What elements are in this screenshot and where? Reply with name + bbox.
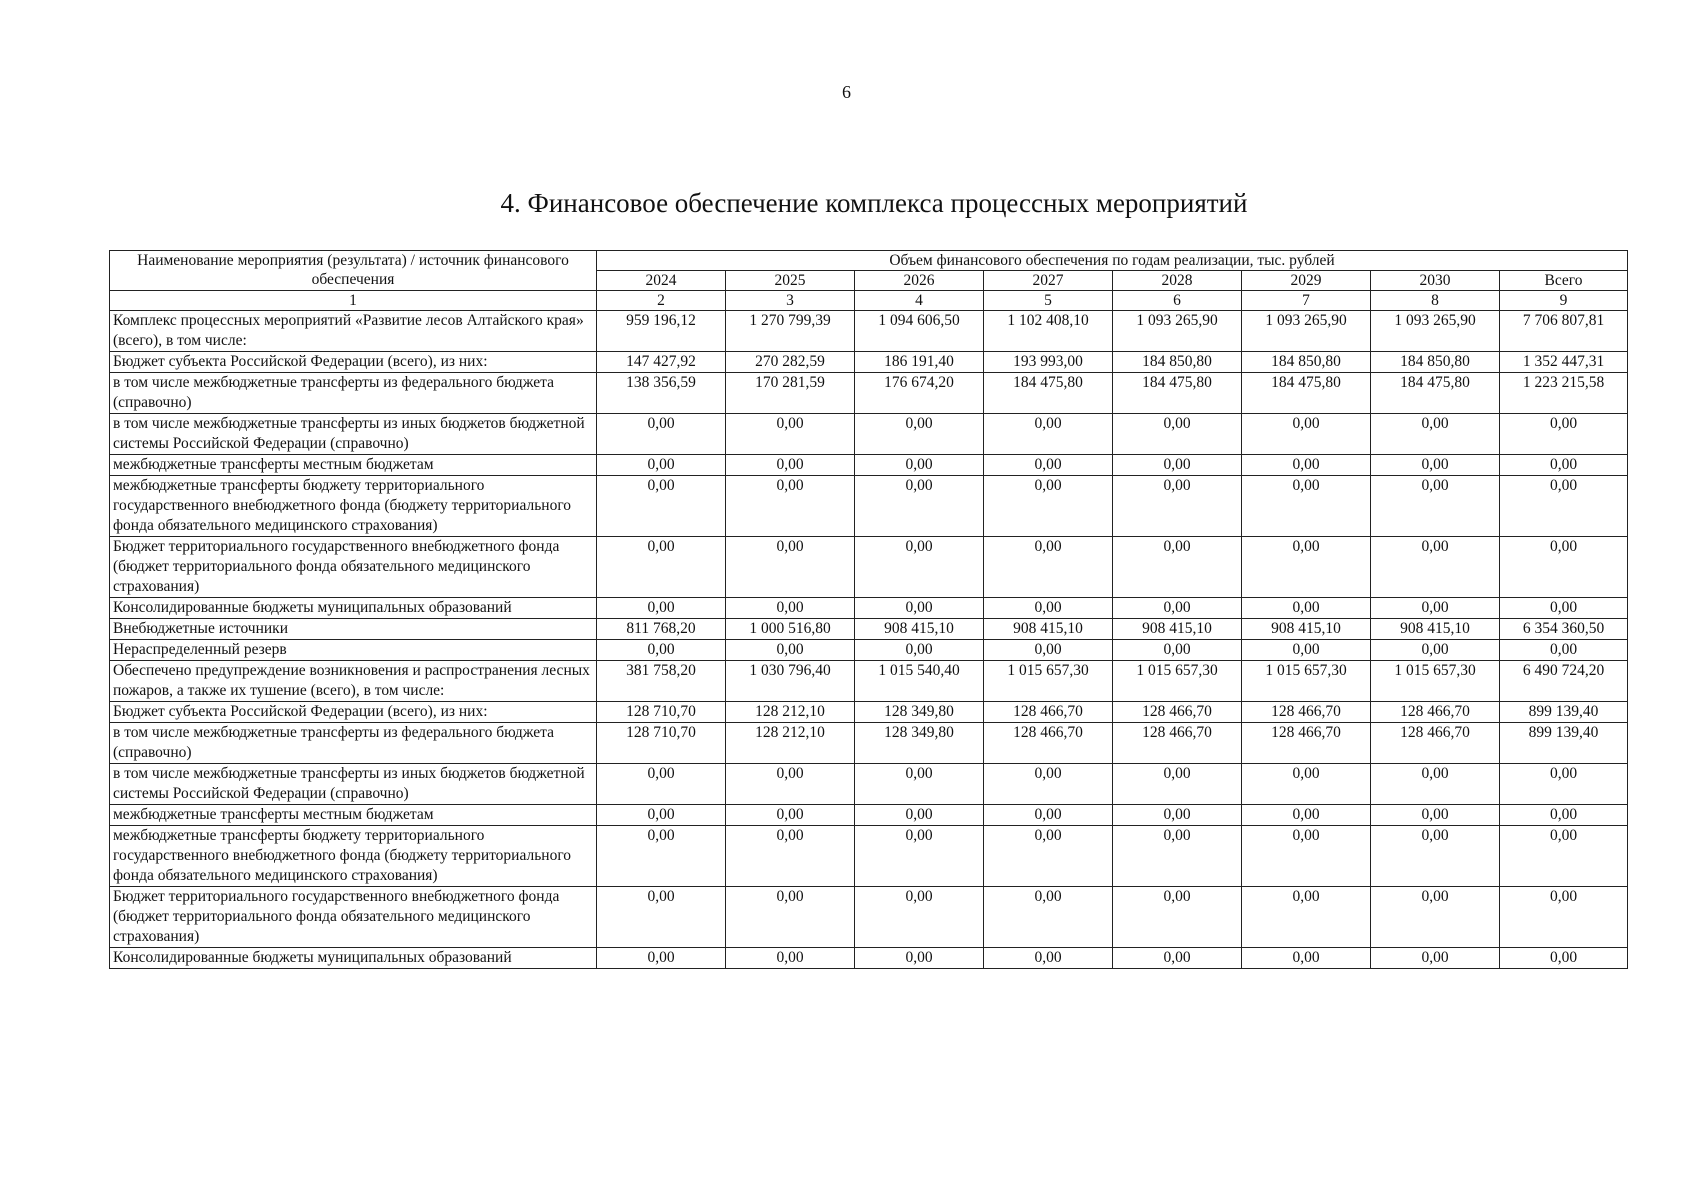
row-name-cell: Внебюджетные источники xyxy=(110,619,597,640)
row-value-cell: 0,00 xyxy=(855,414,984,455)
row-value-cell: 0,00 xyxy=(1113,537,1242,598)
row-total-cell: 6 490 724,20 xyxy=(1500,661,1628,702)
row-value-cell: 128 466,70 xyxy=(1113,723,1242,764)
row-value-cell: 1 030 796,40 xyxy=(726,661,855,702)
row-value-cell: 128 212,10 xyxy=(726,702,855,723)
table-row xyxy=(110,805,1628,826)
row-value-cell: 0,00 xyxy=(1242,764,1371,805)
row-value-cell: 0,00 xyxy=(855,948,984,969)
row-total-cell: 0,00 xyxy=(1500,476,1628,537)
row-value-cell: 1 015 657,30 xyxy=(984,661,1113,702)
row-value-cell: 0,00 xyxy=(1371,887,1500,948)
row-value-cell: 0,00 xyxy=(1242,887,1371,948)
row-value-cell: 0,00 xyxy=(1242,826,1371,887)
row-name-cell: межбюджетные трансферты местным бюджетам xyxy=(110,805,597,826)
row-value-cell: 0,00 xyxy=(855,476,984,537)
row-value-cell: 186 191,40 xyxy=(855,352,984,373)
row-value-cell: 0,00 xyxy=(1113,826,1242,887)
row-value-cell: 0,00 xyxy=(984,948,1113,969)
year-cell: 2026 xyxy=(855,271,984,291)
row-value-cell: 128 466,70 xyxy=(1371,723,1500,764)
row-total-cell: 0,00 xyxy=(1500,455,1628,476)
table-row xyxy=(110,619,1628,640)
row-value-cell: 1 093 265,90 xyxy=(1242,311,1371,352)
row-value-cell: 0,00 xyxy=(855,640,984,661)
row-value-cell: 0,00 xyxy=(1242,537,1371,598)
row-total-cell: 899 139,40 xyxy=(1500,702,1628,723)
row-value-cell: 128 466,70 xyxy=(1371,702,1500,723)
row-value-cell: 0,00 xyxy=(1113,887,1242,948)
row-value-cell: 0,00 xyxy=(1242,455,1371,476)
row-total-cell: 0,00 xyxy=(1500,764,1628,805)
table-row xyxy=(110,723,1628,764)
table-row xyxy=(110,640,1628,661)
row-value-cell: 0,00 xyxy=(1242,414,1371,455)
header-name-cell: Наименование мероприятия (результата) / источник финансового обеспечения xyxy=(110,251,597,291)
row-value-cell: 0,00 xyxy=(855,455,984,476)
row-value-cell: 0,00 xyxy=(597,414,726,455)
financing-table xyxy=(109,250,1628,969)
row-value-cell: 1 000 516,80 xyxy=(726,619,855,640)
row-value-cell: 0,00 xyxy=(597,455,726,476)
table-row xyxy=(110,476,1628,537)
row-value-cell: 908 415,10 xyxy=(1113,619,1242,640)
row-value-cell: 0,00 xyxy=(597,476,726,537)
row-value-cell: 0,00 xyxy=(1371,805,1500,826)
row-value-cell: 184 850,80 xyxy=(1242,352,1371,373)
row-value-cell: 0,00 xyxy=(984,414,1113,455)
row-value-cell: 128 466,70 xyxy=(984,702,1113,723)
row-value-cell: 0,00 xyxy=(1113,805,1242,826)
table-row xyxy=(110,352,1628,373)
row-value-cell: 0,00 xyxy=(1371,640,1500,661)
row-value-cell: 1 093 265,90 xyxy=(1371,311,1500,352)
column-number: 8 xyxy=(1371,291,1500,311)
table-header xyxy=(110,251,1628,311)
row-name-cell: Нераспределенный резерв xyxy=(110,640,597,661)
row-value-cell: 0,00 xyxy=(726,826,855,887)
row-total-cell: 1 352 447,31 xyxy=(1500,352,1628,373)
row-value-cell: 0,00 xyxy=(726,455,855,476)
row-value-cell: 0,00 xyxy=(726,476,855,537)
row-value-cell: 128 710,70 xyxy=(597,723,726,764)
section-title: 4. Финансовое обеспечение комплекса процессных мероприятий xyxy=(500,188,1248,218)
row-name-cell: в том числе межбюджетные трансферты из федерального бюджета (справочно) xyxy=(110,723,597,764)
row-total-cell: 0,00 xyxy=(1500,948,1628,969)
row-value-cell: 0,00 xyxy=(855,887,984,948)
table-row xyxy=(110,598,1628,619)
row-value-cell: 0,00 xyxy=(984,826,1113,887)
total-header-cell: Всего xyxy=(1500,271,1628,291)
row-value-cell: 128 466,70 xyxy=(1113,702,1242,723)
row-value-cell: 1 093 265,90 xyxy=(1113,311,1242,352)
row-name-cell: в том числе межбюджетные трансферты из федерального бюджета (справочно) xyxy=(110,373,597,414)
row-value-cell: 0,00 xyxy=(1113,455,1242,476)
year-cell: 2024 xyxy=(597,271,726,291)
column-number: 3 xyxy=(726,291,855,311)
row-value-cell: 0,00 xyxy=(1113,948,1242,969)
row-total-cell: 899 139,40 xyxy=(1500,723,1628,764)
year-cell: 2030 xyxy=(1371,271,1500,291)
row-value-cell: 1 015 540,40 xyxy=(855,661,984,702)
row-name-cell: Консолидированные бюджеты муниципальных образований xyxy=(110,598,597,619)
row-value-cell: 0,00 xyxy=(597,948,726,969)
row-value-cell: 0,00 xyxy=(984,598,1113,619)
row-value-cell: 184 475,80 xyxy=(1371,373,1500,414)
row-value-cell: 0,00 xyxy=(1371,414,1500,455)
row-value-cell: 0,00 xyxy=(1371,537,1500,598)
row-value-cell: 0,00 xyxy=(1371,826,1500,887)
row-total-cell: 0,00 xyxy=(1500,537,1628,598)
row-value-cell: 0,00 xyxy=(984,476,1113,537)
column-numbers-row xyxy=(110,291,1628,311)
row-value-cell: 0,00 xyxy=(1242,598,1371,619)
row-value-cell: 0,00 xyxy=(597,805,726,826)
row-value-cell: 1 270 799,39 xyxy=(726,311,855,352)
row-value-cell: 0,00 xyxy=(597,887,726,948)
row-value-cell: 811 768,20 xyxy=(597,619,726,640)
row-value-cell: 0,00 xyxy=(597,640,726,661)
row-value-cell: 0,00 xyxy=(597,764,726,805)
row-value-cell: 0,00 xyxy=(855,805,984,826)
row-value-cell: 128 349,80 xyxy=(855,702,984,723)
row-value-cell: 908 415,10 xyxy=(1371,619,1500,640)
row-value-cell: 128 466,70 xyxy=(1242,723,1371,764)
row-value-cell: 1 015 657,30 xyxy=(1113,661,1242,702)
year-cell: 2029 xyxy=(1242,271,1371,291)
row-value-cell: 0,00 xyxy=(1242,805,1371,826)
column-number: 4 xyxy=(855,291,984,311)
row-value-cell: 193 993,00 xyxy=(984,352,1113,373)
table-row xyxy=(110,702,1628,723)
row-value-cell: 184 475,80 xyxy=(1113,373,1242,414)
row-value-cell: 0,00 xyxy=(1113,476,1242,537)
row-value-cell: 0,00 xyxy=(1371,476,1500,537)
row-total-cell: 0,00 xyxy=(1500,640,1628,661)
table-row xyxy=(110,661,1628,702)
row-value-cell: 0,00 xyxy=(597,537,726,598)
row-value-cell: 138 356,59 xyxy=(597,373,726,414)
table-row xyxy=(110,948,1628,969)
row-value-cell: 1 015 657,30 xyxy=(1371,661,1500,702)
table-row xyxy=(110,764,1628,805)
row-total-cell: 7 706 807,81 xyxy=(1500,311,1628,352)
row-value-cell: 128 212,10 xyxy=(726,723,855,764)
row-name-cell: Бюджет территориального государственного внебюджетного фонда (бюджет территориального фонда обязательного медицинского страхования) xyxy=(110,887,597,948)
row-name-cell: в том числе межбюджетные трансферты из иных бюджетов бюджетной системы Российской Федерации (справочно) xyxy=(110,414,597,455)
row-value-cell: 0,00 xyxy=(597,826,726,887)
row-value-cell: 0,00 xyxy=(984,805,1113,826)
row-value-cell: 184 475,80 xyxy=(1242,373,1371,414)
row-value-cell: 0,00 xyxy=(726,414,855,455)
row-total-cell: 0,00 xyxy=(1500,414,1628,455)
row-value-cell: 128 466,70 xyxy=(1242,702,1371,723)
row-total-cell: 0,00 xyxy=(1500,826,1628,887)
row-value-cell: 128 466,70 xyxy=(984,723,1113,764)
row-value-cell: 0,00 xyxy=(726,948,855,969)
row-value-cell: 0,00 xyxy=(1113,598,1242,619)
row-value-cell: 0,00 xyxy=(984,887,1113,948)
row-total-cell: 0,00 xyxy=(1500,887,1628,948)
row-value-cell: 0,00 xyxy=(726,764,855,805)
row-value-cell: 1 094 606,50 xyxy=(855,311,984,352)
row-value-cell: 0,00 xyxy=(855,764,984,805)
header-volume-cell: Объем финансового обеспечения по годам реализации, тыс. рублей xyxy=(597,251,1628,271)
row-value-cell: 0,00 xyxy=(1371,598,1500,619)
row-name-cell: Обеспечено предупреждение возникновения и распространения лесных пожаров, а также их тушение (всего), в том числе: xyxy=(110,661,597,702)
row-value-cell: 0,00 xyxy=(1113,764,1242,805)
year-cell: 2028 xyxy=(1113,271,1242,291)
row-name-cell: межбюджетные трансферты бюджету территориального государственного внебюджетного фонда (бюджету территориального фонда обязательного медицинского страхования) xyxy=(110,826,597,887)
row-value-cell: 0,00 xyxy=(855,598,984,619)
row-value-cell: 128 710,70 xyxy=(597,702,726,723)
row-name-cell: Комплекс процессных мероприятий «Развитие лесов Алтайского края» (всего), в том числе: xyxy=(110,311,597,352)
row-value-cell: 184 475,80 xyxy=(984,373,1113,414)
row-value-cell: 0,00 xyxy=(1113,414,1242,455)
row-value-cell: 908 415,10 xyxy=(984,619,1113,640)
table-row xyxy=(110,373,1628,414)
column-number: 1 xyxy=(110,291,597,311)
row-value-cell: 381 758,20 xyxy=(597,661,726,702)
table-row xyxy=(110,826,1628,887)
row-name-cell: Бюджет субъекта Российской Федерации (всего), из них: xyxy=(110,352,597,373)
row-value-cell: 0,00 xyxy=(726,805,855,826)
row-value-cell: 0,00 xyxy=(1242,476,1371,537)
row-value-cell: 0,00 xyxy=(1371,455,1500,476)
row-name-cell: Консолидированные бюджеты муниципальных образований xyxy=(110,948,597,969)
row-value-cell: 0,00 xyxy=(726,640,855,661)
row-value-cell: 0,00 xyxy=(1113,640,1242,661)
column-number: 9 xyxy=(1500,291,1628,311)
row-total-cell: 0,00 xyxy=(1500,805,1628,826)
row-value-cell: 0,00 xyxy=(984,640,1113,661)
row-value-cell: 0,00 xyxy=(1242,948,1371,969)
table-row xyxy=(110,311,1628,352)
row-value-cell: 0,00 xyxy=(855,537,984,598)
row-name-cell: Бюджет территориального государственного внебюджетного фонда (бюджет территориального фонда обязательного медицинского страхования) xyxy=(110,537,597,598)
column-number: 6 xyxy=(1113,291,1242,311)
row-value-cell: 184 850,80 xyxy=(1113,352,1242,373)
row-value-cell: 0,00 xyxy=(984,455,1113,476)
row-name-cell: межбюджетные трансферты бюджету территориального государственного внебюджетного фонда (бюджету территориального фонда обязательного медицинского страхования) xyxy=(110,476,597,537)
row-value-cell: 0,00 xyxy=(726,537,855,598)
row-value-cell: 176 674,20 xyxy=(855,373,984,414)
row-value-cell: 0,00 xyxy=(1371,948,1500,969)
row-value-cell: 0,00 xyxy=(1371,764,1500,805)
row-value-cell: 0,00 xyxy=(855,826,984,887)
table-row xyxy=(110,455,1628,476)
row-value-cell: 0,00 xyxy=(597,598,726,619)
table-row xyxy=(110,414,1628,455)
row-value-cell: 184 850,80 xyxy=(1371,352,1500,373)
row-name-cell: в том числе межбюджетные трансферты из иных бюджетов бюджетной системы Российской Федерации (справочно) xyxy=(110,764,597,805)
column-number: 2 xyxy=(597,291,726,311)
row-name-cell: межбюджетные трансферты местным бюджетам xyxy=(110,455,597,476)
column-number: 7 xyxy=(1242,291,1371,311)
row-total-cell: 6 354 360,50 xyxy=(1500,619,1628,640)
row-value-cell: 959 196,12 xyxy=(597,311,726,352)
row-value-cell: 270 282,59 xyxy=(726,352,855,373)
row-value-cell: 0,00 xyxy=(1242,640,1371,661)
table-row xyxy=(110,537,1628,598)
page-number: 6 xyxy=(842,82,851,102)
table-body xyxy=(110,311,1628,969)
year-cell: 2027 xyxy=(984,271,1113,291)
row-value-cell: 908 415,10 xyxy=(1242,619,1371,640)
row-value-cell: 147 427,92 xyxy=(597,352,726,373)
row-value-cell: 1 015 657,30 xyxy=(1242,661,1371,702)
row-value-cell: 0,00 xyxy=(726,887,855,948)
row-value-cell: 1 102 408,10 xyxy=(984,311,1113,352)
row-name-cell: Бюджет субъекта Российской Федерации (всего), из них: xyxy=(110,702,597,723)
row-value-cell: 908 415,10 xyxy=(855,619,984,640)
column-number: 5 xyxy=(984,291,1113,311)
row-value-cell: 170 281,59 xyxy=(726,373,855,414)
row-value-cell: 0,00 xyxy=(984,764,1113,805)
table-row xyxy=(110,887,1628,948)
year-cell: 2025 xyxy=(726,271,855,291)
row-value-cell: 128 349,80 xyxy=(855,723,984,764)
row-value-cell: 0,00 xyxy=(984,537,1113,598)
row-total-cell: 1 223 215,58 xyxy=(1500,373,1628,414)
row-total-cell: 0,00 xyxy=(1500,598,1628,619)
row-value-cell: 0,00 xyxy=(726,598,855,619)
